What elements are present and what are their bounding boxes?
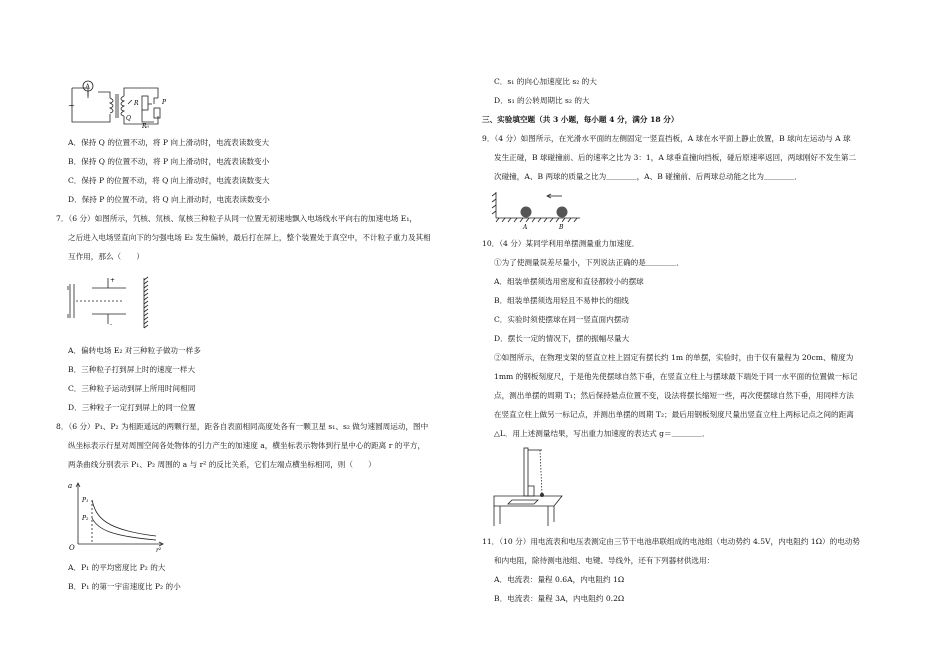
- graph-x-axis-label: r²: [156, 547, 162, 554]
- q9-stem-line-2: 发生正碰，B 球碰撞前、后的速率之比为 3：1，A 球垂直撞向挡板，碰后原速率返回，两球刚好不发生第二: [494, 153, 857, 162]
- q8-stem-line-1: 8．（6 分）P₁、P₂ 为相距遥远的两颗行星，距各自表面相同高度处各有一颗卫星 s₁、s₂ 做匀速圆周运动，图中: [56, 422, 429, 431]
- q8-stem-line-3: 两条曲线分别表示 P₁、P₂ 周围的 a 与 r² 的反比关系，它们左端点横坐标相同，则（ ）: [68, 460, 376, 469]
- q11-stem-line-2: 和内电阻，除待测电池组、电键、导线外，还有下列器材供选用：: [494, 556, 715, 565]
- q10-stem-line-6: 在竖直立柱上做另一标记点，并测出单摆的周期 T₂；最后用钢板刻度尺量出竖直立柱上两标记点之间的距离: [494, 410, 854, 419]
- r-label: R: [134, 100, 139, 107]
- q10-stem-line-4: 1mm 的钢板刻度尺，于是他先使摆球自然下垂，在竖直立柱上与摆球最下端处于同一水平面的位置做一标记: [494, 372, 858, 381]
- q9-stem-line-1: 9．（4 分）如图所示，在光滑水平面的左侧固定一竖直挡板，A 球在水平面上静止放置，B 球向左运动与 A 球: [482, 134, 851, 143]
- q10-option-d: D．摆长一定的情况下，摆的振幅尽量大: [494, 334, 630, 343]
- section-heading-3: 三、实验填空题（共 3 小题，每小题 4 分，满分 18 分）: [482, 115, 679, 124]
- plus-terminal: +: [110, 277, 116, 284]
- q10-option-c: C．实验时须使摆球在同一竖直面内摆动: [494, 315, 629, 324]
- q10-stem-line-2: ①为了使测量误差尽量小，下列说法正确的是＿＿＿＿．: [494, 258, 684, 267]
- q8-option-c: C．s₁ 的向心加速度比 s₂ 的大: [494, 77, 597, 86]
- q7-stem-line-3: 互作用，那么（ ）: [68, 252, 144, 261]
- curve-p1-label: P₁: [82, 497, 89, 504]
- r0-label: R₀: [142, 123, 149, 130]
- pendulum-stand-figure: [492, 446, 564, 528]
- q6-option-a: A．保持 Q 的位置不动，将 P 向上滑动时，电流表读数变大: [68, 138, 270, 147]
- particle-deflection-figure: [66, 274, 166, 330]
- acceleration-graph-figure: [66, 480, 166, 554]
- q11-option-a: A．电流表：量程 0.6A，内电阻约 1Ω: [494, 575, 625, 584]
- minus-terminal: -: [110, 321, 113, 328]
- curve-p2-label: P₂: [82, 515, 89, 522]
- q10-option-a: A．组装单摆须选用密度和直径都较小的摆球: [494, 277, 644, 286]
- ammeter-label: A: [85, 83, 90, 91]
- q6-option-c: C．保持 P 的位置不动，将 Q 向上滑动时，电流表读数变大: [68, 176, 270, 185]
- q7-option-d: D．三种粒子一定打到屏上的同一位置: [68, 403, 196, 412]
- transformer-circuit-figure: [66, 78, 176, 130]
- ball-a-label: A: [523, 224, 528, 231]
- q-label: Q: [126, 115, 131, 122]
- p-label: P: [162, 99, 167, 106]
- q10-stem-line-5: 点，测出单摆的周期 T₁；然后保持悬点位置不变，设法将摆长缩短一些，再次使摆球自然下垂，用同样方法: [494, 391, 854, 400]
- q10-stem-line-3: ②如图所示，在物理支架的竖直立柱上固定有摆长约 1m 的单摆，实验时，由于仅有量程为 20cm、精度为: [494, 353, 854, 362]
- ac-source-symbol: ~: [68, 101, 75, 110]
- q11-option-b: B．电流表：量程 3A，内电阻约 0.2Ω: [494, 594, 625, 603]
- q10-option-b: B．组装单摆须选用轻且不易伸长的细线: [494, 296, 629, 305]
- ball-b-label: B: [559, 224, 564, 231]
- q8-option-b: B．P₁ 的第一宇宙速度比 P₂ 的小: [68, 582, 181, 591]
- q10-stem-line-7: △L．用上述测量结果，写出重力加速度的表达式 g＝＿＿＿＿．: [494, 429, 710, 438]
- q8-option-a: A．P₁ 的平均密度比 P₂ 的大: [68, 563, 166, 572]
- graph-y-axis-label: a: [68, 482, 73, 490]
- q8-stem-line-2: 纵坐标表示行星对周围空间各处物体的引力产生的加速度 a，横坐标表示物体到行星中心的距离 r 的平方，: [68, 441, 426, 450]
- q8-option-d: D．s₁ 的公转周期比 s₂ 的大: [494, 96, 590, 105]
- q11-stem-line-1: 11．（10 分）用电流表和电压表测定由三节干电池串联组成的电池组（电动势约 4.5V，内电阻约 1Ω）的电动势: [482, 537, 860, 546]
- q10-stem-line-1: 10．（4 分）某同学利用单摆测量重力加速度．: [482, 239, 640, 248]
- collision-balls-figure: [492, 188, 582, 230]
- q7-option-b: B．三种粒子打到屏上时的速度一样大: [68, 365, 196, 374]
- q7-stem-line-2: 之后进入电场竖直向下的匀强电场 E₂ 发生偏转，最后打在屏上，整个装置处于真空中，不计粒子重力及其相: [68, 233, 431, 242]
- q7-stem-line-1: 7．（6 分）如图所示，氕核、氘核、氚核三种粒子从同一位置无初速地飘入电场线水平向右的加速电场 E₁，: [56, 214, 417, 223]
- q7-option-c: C．三种粒子运动到屏上所用时间相同: [68, 384, 196, 393]
- q6-option-d: D．保持 P 的位置不动，将 Q 向上滑动时，电流表读数变小: [68, 195, 270, 204]
- q7-option-a: A．偏转电场 E₂ 对三种粒子做功一样多: [68, 346, 201, 355]
- graph-origin-label: O: [69, 544, 75, 552]
- q6-option-b: B．保持 Q 的位置不动，将 P 向上滑动时，电流表读数变小: [68, 157, 270, 166]
- q9-stem-line-3: 次碰撞，A、B 两球的质量之比为＿＿＿＿，A、B 碰撞前、后两球总动能之比为＿＿＿＿．: [494, 172, 802, 181]
